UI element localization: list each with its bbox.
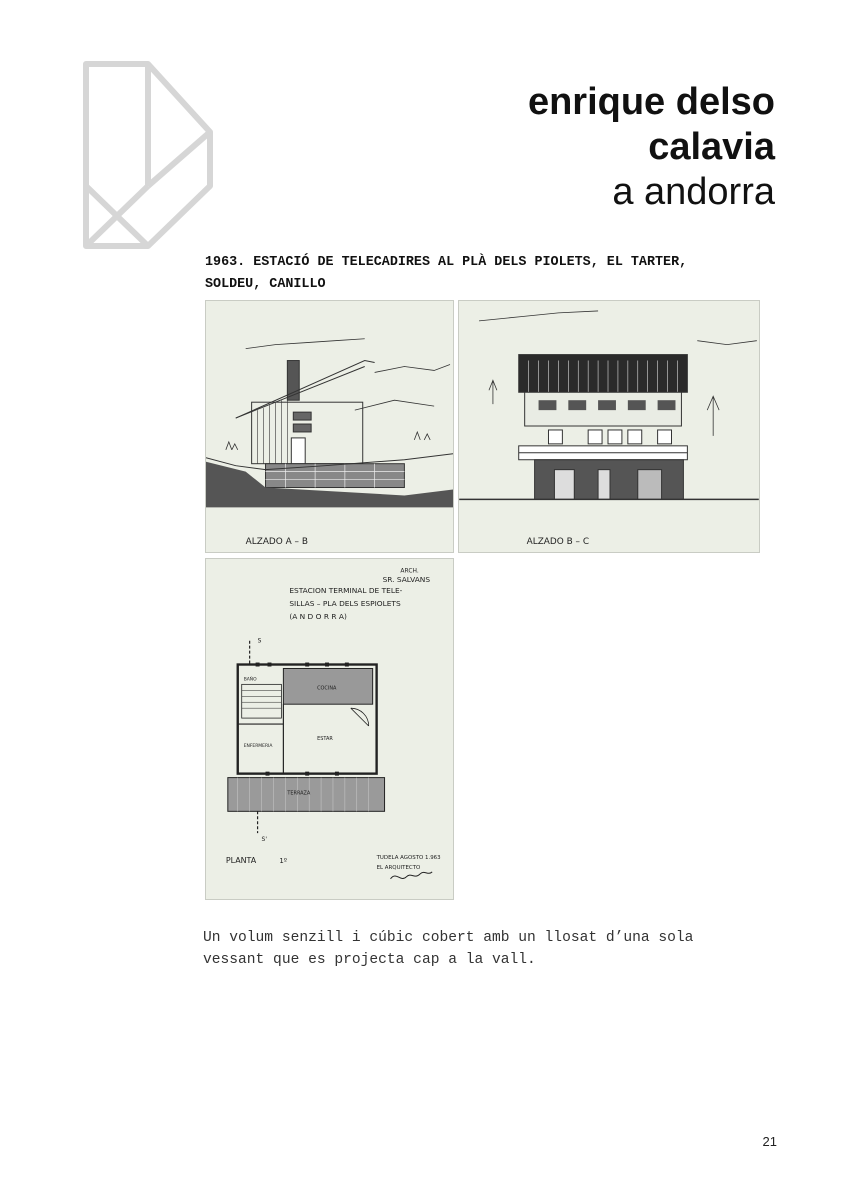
architect-signature [391, 872, 433, 879]
room-bano-label: BAÑO [243, 677, 257, 683]
heading-line-2: SOLDEU, CANILLO [205, 277, 326, 292]
caption-line-1: Un volum senzill i cúbic cobert amb un llosat d’una sola [203, 930, 694, 946]
caption [203, 927, 783, 971]
plan-date: TUDELA AGOSTO 1.963 [376, 854, 441, 861]
planta-label: PLANTA [225, 855, 257, 865]
plan-client-label: SR. SALVANS [382, 575, 431, 585]
author-last-name: calavia [648, 126, 775, 168]
plan-title-line-1: ESTACION TERMINAL DE TELE- [289, 586, 403, 596]
section-s-label: S [257, 637, 262, 645]
elevation-ab-drawing [205, 300, 454, 553]
page-number: 21 [762, 1134, 777, 1149]
elevation-ab-label: ALZADO A – B [245, 537, 308, 548]
plan-title-line-3: (A N D O R R A) [289, 611, 347, 621]
room-terraza-label: TERRAZA [287, 790, 311, 797]
plan-title-line-2: SILLAS – PLA DELS ESPIOLETS [289, 598, 401, 608]
elevation-bc-drawing [458, 300, 760, 553]
author-first-name: enrique delso [527, 81, 775, 123]
planta-number: 1º [279, 856, 288, 865]
room-enfermeria-label: ENFERMERIA [243, 743, 273, 749]
heading-line-1: 1963. ESTACIÓ DE TELECADIRES AL PLÀ DELS PIOLETS, EL TARTER, [205, 255, 688, 270]
title-block [528, 80, 775, 215]
caption-line-2: vessant que es projecta cap a la vall. [203, 952, 536, 968]
plan-arch-label: ARCH. [400, 567, 419, 575]
room-cocina-label: COCINA [317, 685, 337, 692]
room-estar-label: ESTAR [317, 735, 333, 742]
elevation-bc-label: ALZADO B – C [526, 537, 590, 548]
section-s-prime-label: S' [261, 836, 267, 844]
plan-architect: EL ARQUITECTO [376, 864, 421, 871]
project-heading [205, 252, 785, 296]
subtitle: a andorra [612, 171, 775, 213]
hexagon-monogram-logo [82, 60, 214, 250]
floor-plan-drawing [205, 558, 454, 900]
